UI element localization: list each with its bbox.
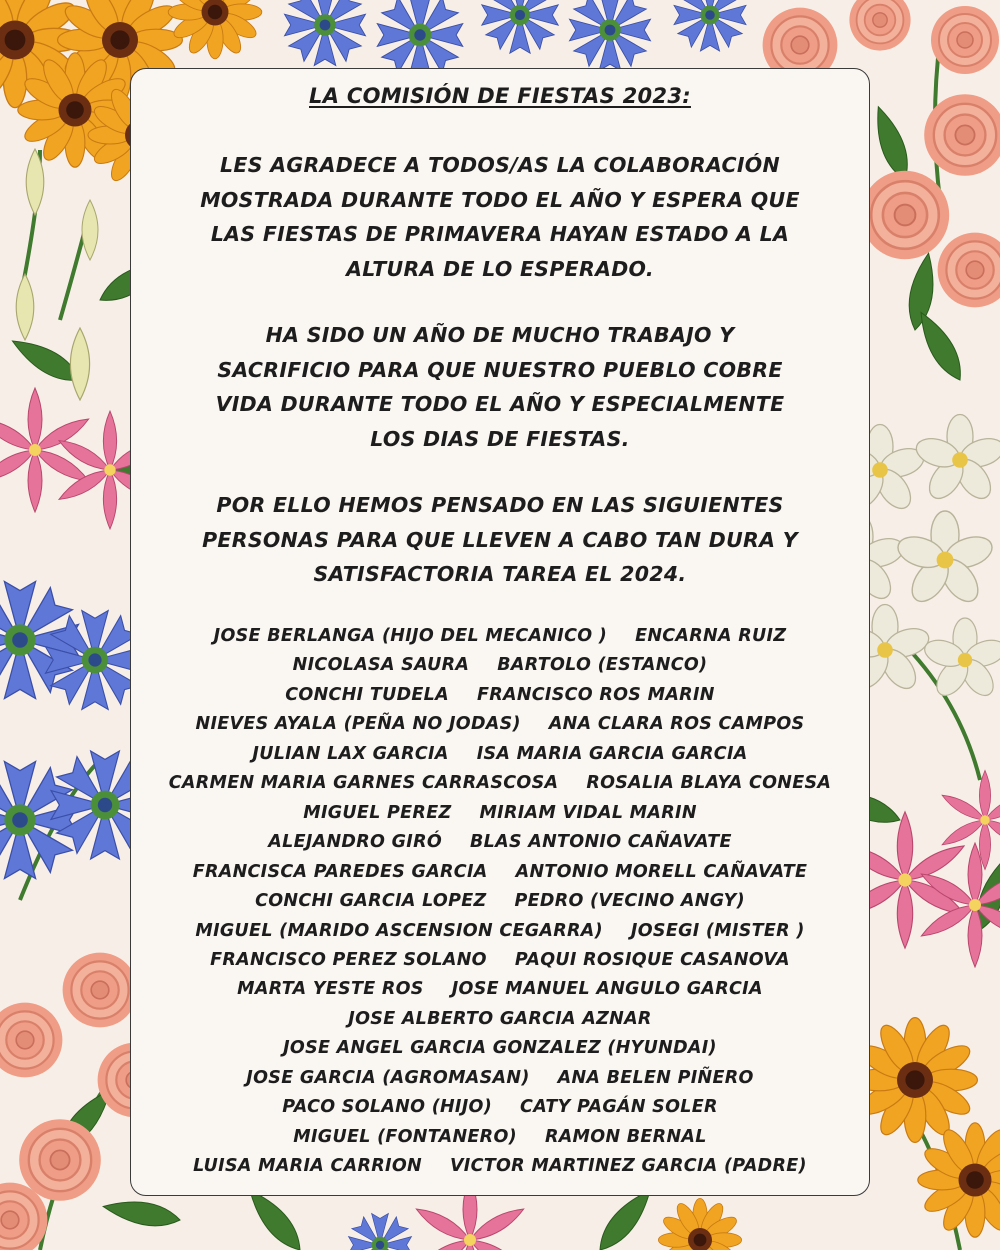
names-row bbox=[0, 828, 1000, 857]
person-name: RAMON BERNAL bbox=[544, 1126, 707, 1147]
names-row bbox=[0, 622, 1000, 651]
effort-line: SACRIFICIO PARA QUE NUESTRO PUEBLO COBRE bbox=[217, 357, 783, 382]
person-name: JULIAN LAX GARCIA bbox=[252, 743, 449, 764]
person-name: MIGUEL (MARIDO ASCENSION CEGARRA) bbox=[195, 920, 603, 941]
person-name: PACO SOLANO (HIJO) bbox=[282, 1097, 493, 1118]
gratitude-line: ALTURA DE LO ESPERADO. bbox=[346, 256, 654, 281]
announcement-paragraph bbox=[0, 488, 1000, 592]
names-row bbox=[0, 681, 1000, 710]
names-row bbox=[0, 799, 1000, 828]
person-name: MIGUEL PEREZ bbox=[303, 802, 452, 823]
person-name: PAQUI ROSIQUE CASANOVA bbox=[514, 949, 790, 970]
person-name: BARTOLO (ESTANCO) bbox=[497, 655, 708, 676]
announcement-title: LA COMISIÓN DE FIESTAS 2023: bbox=[309, 84, 691, 108]
person-name: JOSE ALBERTO GARCIA AZNAR bbox=[348, 1008, 652, 1029]
names-row bbox=[0, 769, 1000, 798]
person-name: MIRIAM VIDAL MARIN bbox=[479, 802, 697, 823]
person-name: FRANCISCA PAREDES GARCIA bbox=[192, 861, 488, 882]
names-row bbox=[0, 1123, 1000, 1152]
person-name: MIGUEL (FONTANERO) bbox=[293, 1126, 517, 1147]
names-row bbox=[0, 740, 1000, 769]
names-row bbox=[0, 1152, 1000, 1181]
person-name: FRANCISCO ROS MARIN bbox=[476, 684, 715, 705]
person-name: JOSE MANUEL ANGULO GARCIA bbox=[451, 979, 763, 1000]
effort-line: LOS DIAS DE FIESTAS. bbox=[370, 426, 630, 451]
person-name: VICTOR MARTINEZ GARCIA (PADRE) bbox=[449, 1156, 807, 1177]
gratitude-line: LES AGRADECE A TODOS/AS LA COLABORACIÓN bbox=[220, 153, 780, 177]
effort-line: VIDA DURANTE TODO EL AÑO Y ESPECIALMENTE bbox=[215, 392, 785, 416]
person-name: FRANCISCO PEREZ SOLANO bbox=[210, 949, 487, 970]
gratitude-line: MOSTRADA DURANTE TODO EL AÑO Y ESPERA QUE bbox=[200, 187, 800, 212]
committee-names-list bbox=[0, 622, 1000, 1182]
person-name: PEDRO (VECINO ANGY) bbox=[514, 891, 745, 912]
person-name: NICOLASA SAURA bbox=[292, 655, 470, 676]
announcement-line: PERSONAS PARA QUE LLEVEN A CABO TAN DURA Y bbox=[202, 527, 798, 552]
person-name: LUISA MARIA CARRION bbox=[193, 1156, 422, 1177]
effort-line: HA SIDO UN AÑO DE MUCHO TRABAJO Y bbox=[265, 323, 735, 347]
person-name: BLAS ANTONIO CAÑAVATE bbox=[470, 832, 732, 853]
names-row bbox=[0, 975, 1000, 1004]
person-name: ISA MARIA GARCIA GARCIA bbox=[476, 743, 748, 764]
announcement-line: POR ELLO HEMOS PENSADO EN LAS SIGUIENTES bbox=[216, 493, 784, 517]
person-name: ANA BELEN PIÑERO bbox=[557, 1067, 754, 1088]
gratitude-line: LAS FIESTAS DE PRIMAVERA HAYAN ESTADO A LA bbox=[210, 222, 790, 246]
names-row bbox=[0, 858, 1000, 887]
names-row bbox=[0, 1005, 1000, 1034]
names-row bbox=[0, 710, 1000, 739]
gratitude-paragraph bbox=[0, 148, 1000, 286]
person-name: NIEVES AYALA (PEÑA NO JODAS) bbox=[195, 714, 521, 735]
person-name: ALEJANDRO GIRÓ bbox=[268, 832, 443, 853]
names-row bbox=[0, 1064, 1000, 1093]
names-row bbox=[0, 887, 1000, 916]
person-name: JOSE BERLANGA (HIJO DEL MECANICO ) bbox=[213, 626, 608, 646]
names-row bbox=[0, 1034, 1000, 1063]
names-row bbox=[0, 917, 1000, 946]
person-name: CARMEN MARIA GARNES CARRASCOSA bbox=[168, 773, 559, 794]
person-name: ENCARNA RUIZ bbox=[635, 626, 787, 646]
person-name: CATY PAGÁN SOLER bbox=[520, 1097, 718, 1118]
person-name: JOSE GARCIA (AGROMASAN) bbox=[246, 1067, 530, 1088]
person-name: ANTONIO MORELL CAÑAVATE bbox=[515, 861, 808, 882]
names-row bbox=[0, 1093, 1000, 1122]
person-name: JOSE ANGEL GARCIA GONZALEZ (HYUNDAI) bbox=[283, 1038, 717, 1059]
person-name: ROSALIA BLAYA CONESA bbox=[586, 773, 832, 794]
names-row bbox=[0, 946, 1000, 975]
person-name: ANA CLARA ROS CAMPOS bbox=[548, 714, 805, 735]
person-name: CONCHI TUDELA bbox=[285, 684, 449, 705]
person-name: MARTA YESTE ROS bbox=[237, 979, 424, 1000]
effort-paragraph bbox=[0, 318, 1000, 456]
announcement-line: SATISFACTORIA TAREA EL 2024. bbox=[313, 562, 687, 586]
person-name: CONCHI GARCIA LOPEZ bbox=[255, 891, 487, 912]
names-row bbox=[0, 651, 1000, 680]
person-name: JOSEGI (MISTER ) bbox=[630, 920, 805, 941]
